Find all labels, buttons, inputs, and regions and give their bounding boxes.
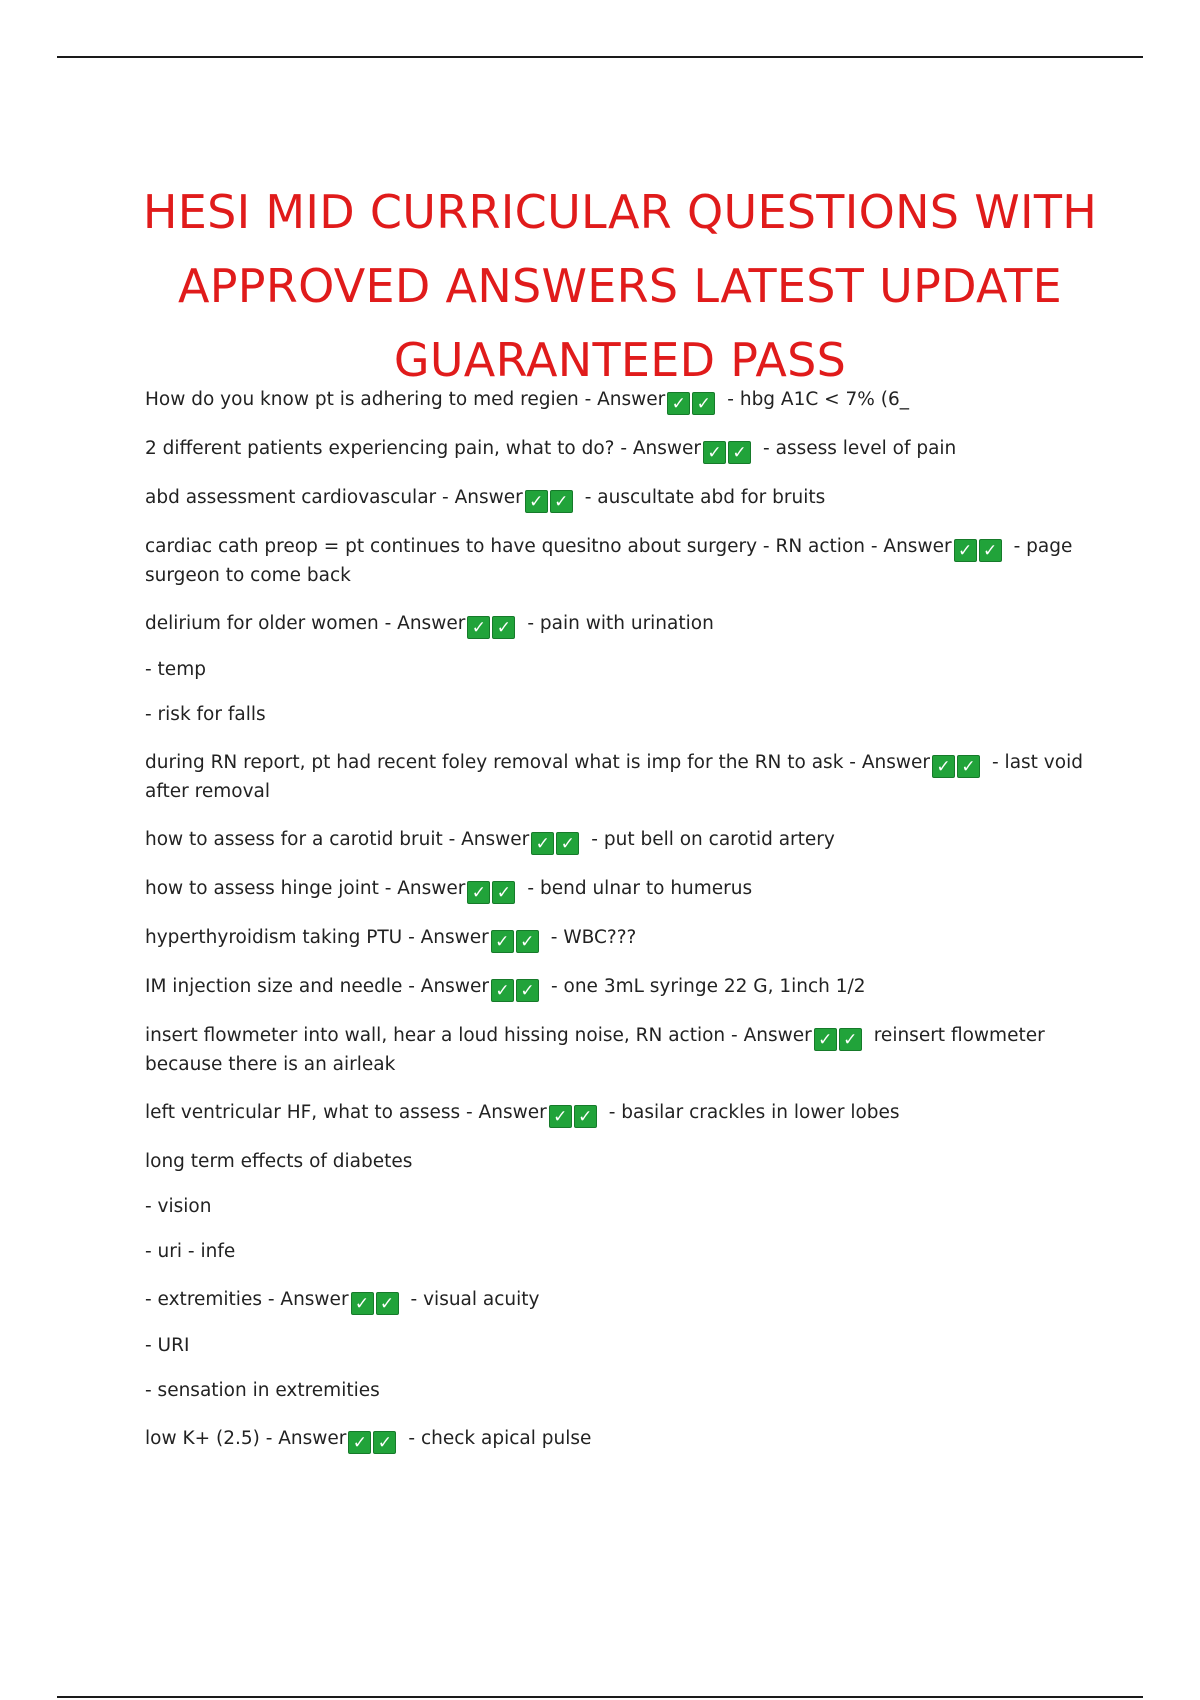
top-rule bbox=[57, 56, 1143, 58]
qa-entry bbox=[145, 533, 1105, 590]
check-mark-icon: ✓ bbox=[692, 392, 715, 415]
answer-checks bbox=[489, 976, 539, 1001]
qa-entry bbox=[145, 1286, 1105, 1315]
title-line-2: APPROVED ANSWERS LATEST UPDATE bbox=[177, 258, 1063, 313]
qa-entry bbox=[145, 749, 1105, 806]
answer-checks bbox=[665, 389, 715, 414]
qa-entry bbox=[145, 973, 1105, 1002]
qa-entry bbox=[145, 1099, 1105, 1128]
qa-entry bbox=[145, 1425, 1105, 1454]
check-mark-icon: ✓ bbox=[667, 392, 690, 415]
check-mark-icon: ✓ bbox=[525, 490, 548, 513]
answer-text: - last void after removal bbox=[145, 752, 1083, 802]
question-text: hyperthyroidism taking PTU - Answer bbox=[145, 927, 489, 948]
question-text: left ventricular HF, what to assess - Answer bbox=[145, 1102, 547, 1123]
check-mark-icon: ✓ bbox=[839, 1028, 862, 1051]
answer-text: - basilar crackles in lower lobes bbox=[608, 1102, 900, 1123]
answer-text: - WBC??? bbox=[550, 927, 637, 948]
qa-list bbox=[145, 386, 1105, 1454]
answer-checks bbox=[489, 927, 539, 952]
qa-entry bbox=[145, 435, 1105, 464]
question-text: how to assess for a carotid bruit - Answer bbox=[145, 829, 530, 850]
answer-text: - put bell on carotid artery bbox=[591, 829, 835, 850]
answer-checks bbox=[523, 487, 573, 512]
check-mark-icon: ✓ bbox=[932, 755, 955, 778]
question-text: - extremities - Answer bbox=[145, 1289, 349, 1310]
check-mark-icon: ✓ bbox=[373, 1431, 396, 1454]
check-mark-icon: ✓ bbox=[549, 1105, 572, 1128]
answer-checks bbox=[465, 613, 515, 638]
check-mark-icon: ✓ bbox=[516, 930, 539, 953]
answer-text: - bend ulnar to humerus bbox=[527, 878, 753, 899]
document-title bbox=[100, 175, 1140, 397]
qa-entry bbox=[145, 610, 1105, 639]
text-line: - uri - infe bbox=[145, 1241, 236, 1262]
check-mark-icon: ✓ bbox=[467, 616, 490, 639]
answer-text: - check apical pulse bbox=[408, 1428, 592, 1449]
answer-checks bbox=[952, 536, 1002, 561]
answer-text: - one 3mL syringe 22 G, 1inch 1/2 bbox=[550, 976, 866, 997]
answer-checks bbox=[349, 1289, 399, 1314]
check-mark-icon: ✓ bbox=[957, 755, 980, 778]
check-mark-icon: ✓ bbox=[531, 832, 554, 855]
answer-text: - pain with urination bbox=[527, 613, 714, 634]
answer-checks bbox=[812, 1025, 862, 1050]
check-mark-icon: ✓ bbox=[516, 979, 539, 1002]
answer-text: reinsert flowmeter because there is an airleak bbox=[145, 1025, 1045, 1075]
check-mark-icon: ✓ bbox=[492, 616, 515, 639]
answer-text: - visual acuity bbox=[410, 1289, 540, 1310]
qa-entry bbox=[145, 1022, 1105, 1079]
question-text: low K+ (2.5) - Answer bbox=[145, 1428, 347, 1449]
check-mark-icon: ✓ bbox=[703, 441, 726, 464]
text-line: - temp bbox=[145, 659, 206, 680]
question-text: delirium for older women - Answer bbox=[145, 613, 466, 634]
check-mark-icon: ✓ bbox=[550, 490, 573, 513]
check-mark-icon: ✓ bbox=[728, 441, 751, 464]
check-mark-icon: ✓ bbox=[979, 539, 1002, 562]
qa-entry bbox=[145, 826, 1105, 855]
check-mark-icon: ✓ bbox=[348, 1431, 371, 1454]
check-mark-icon: ✓ bbox=[492, 881, 515, 904]
check-mark-icon: ✓ bbox=[351, 1292, 374, 1315]
question-text: insert flowmeter into wall, hear a loud hissing noise, RN action - Answer bbox=[145, 1025, 812, 1046]
question-text: how to assess hinge joint - Answer bbox=[145, 878, 466, 899]
check-mark-icon: ✓ bbox=[954, 539, 977, 562]
answer-text: - page surgeon to come back bbox=[145, 536, 1073, 586]
check-mark-icon: ✓ bbox=[376, 1292, 399, 1315]
title-line-3: GUARANTEED PASS bbox=[393, 332, 847, 387]
check-mark-icon: ✓ bbox=[574, 1105, 597, 1128]
text-line: - sensation in extremities bbox=[145, 1380, 380, 1401]
bottom-rule bbox=[57, 1696, 1143, 1698]
text-line: long term effects of diabetes bbox=[145, 1151, 413, 1172]
question-text: during RN report, pt had recent foley removal what is imp for the RN to ask - Answer bbox=[145, 752, 930, 773]
qa-entry bbox=[145, 875, 1105, 904]
check-mark-icon: ✓ bbox=[491, 979, 514, 1002]
answer-text: - hbg A1C < 7% (6_ bbox=[727, 389, 910, 410]
check-mark-icon: ✓ bbox=[556, 832, 579, 855]
answer-checks bbox=[529, 829, 579, 854]
question-text: How do you know pt is adhering to med regien - Answer bbox=[145, 389, 666, 410]
check-mark-icon: ✓ bbox=[814, 1028, 837, 1051]
text-line: - URI bbox=[145, 1335, 190, 1356]
question-text: abd assessment cardiovascular - Answer bbox=[145, 487, 523, 508]
question-text: 2 different patients experiencing pain, what to do? - Answer bbox=[145, 438, 702, 459]
answer-checks bbox=[465, 878, 515, 903]
answer-text: - auscultate abd for bruits bbox=[584, 487, 826, 508]
question-text: cardiac cath preop = pt continues to have quesitno about surgery - RN action - Answer bbox=[145, 536, 952, 557]
check-mark-icon: ✓ bbox=[491, 930, 514, 953]
qa-entry bbox=[145, 484, 1105, 513]
question-text: IM injection size and needle - Answer bbox=[145, 976, 489, 997]
answer-text: - assess level of pain bbox=[763, 438, 957, 459]
qa-entry bbox=[145, 924, 1105, 953]
title-line-1: HESI MID CURRICULAR QUESTIONS WITH bbox=[142, 184, 1098, 239]
text-line: - risk for falls bbox=[145, 704, 266, 725]
answer-checks bbox=[346, 1428, 396, 1453]
text-line: - vision bbox=[145, 1196, 212, 1217]
check-mark-icon: ✓ bbox=[467, 881, 490, 904]
qa-entry bbox=[145, 386, 1105, 415]
answer-checks bbox=[701, 438, 751, 463]
answer-checks bbox=[930, 752, 980, 777]
answer-checks bbox=[547, 1102, 597, 1127]
